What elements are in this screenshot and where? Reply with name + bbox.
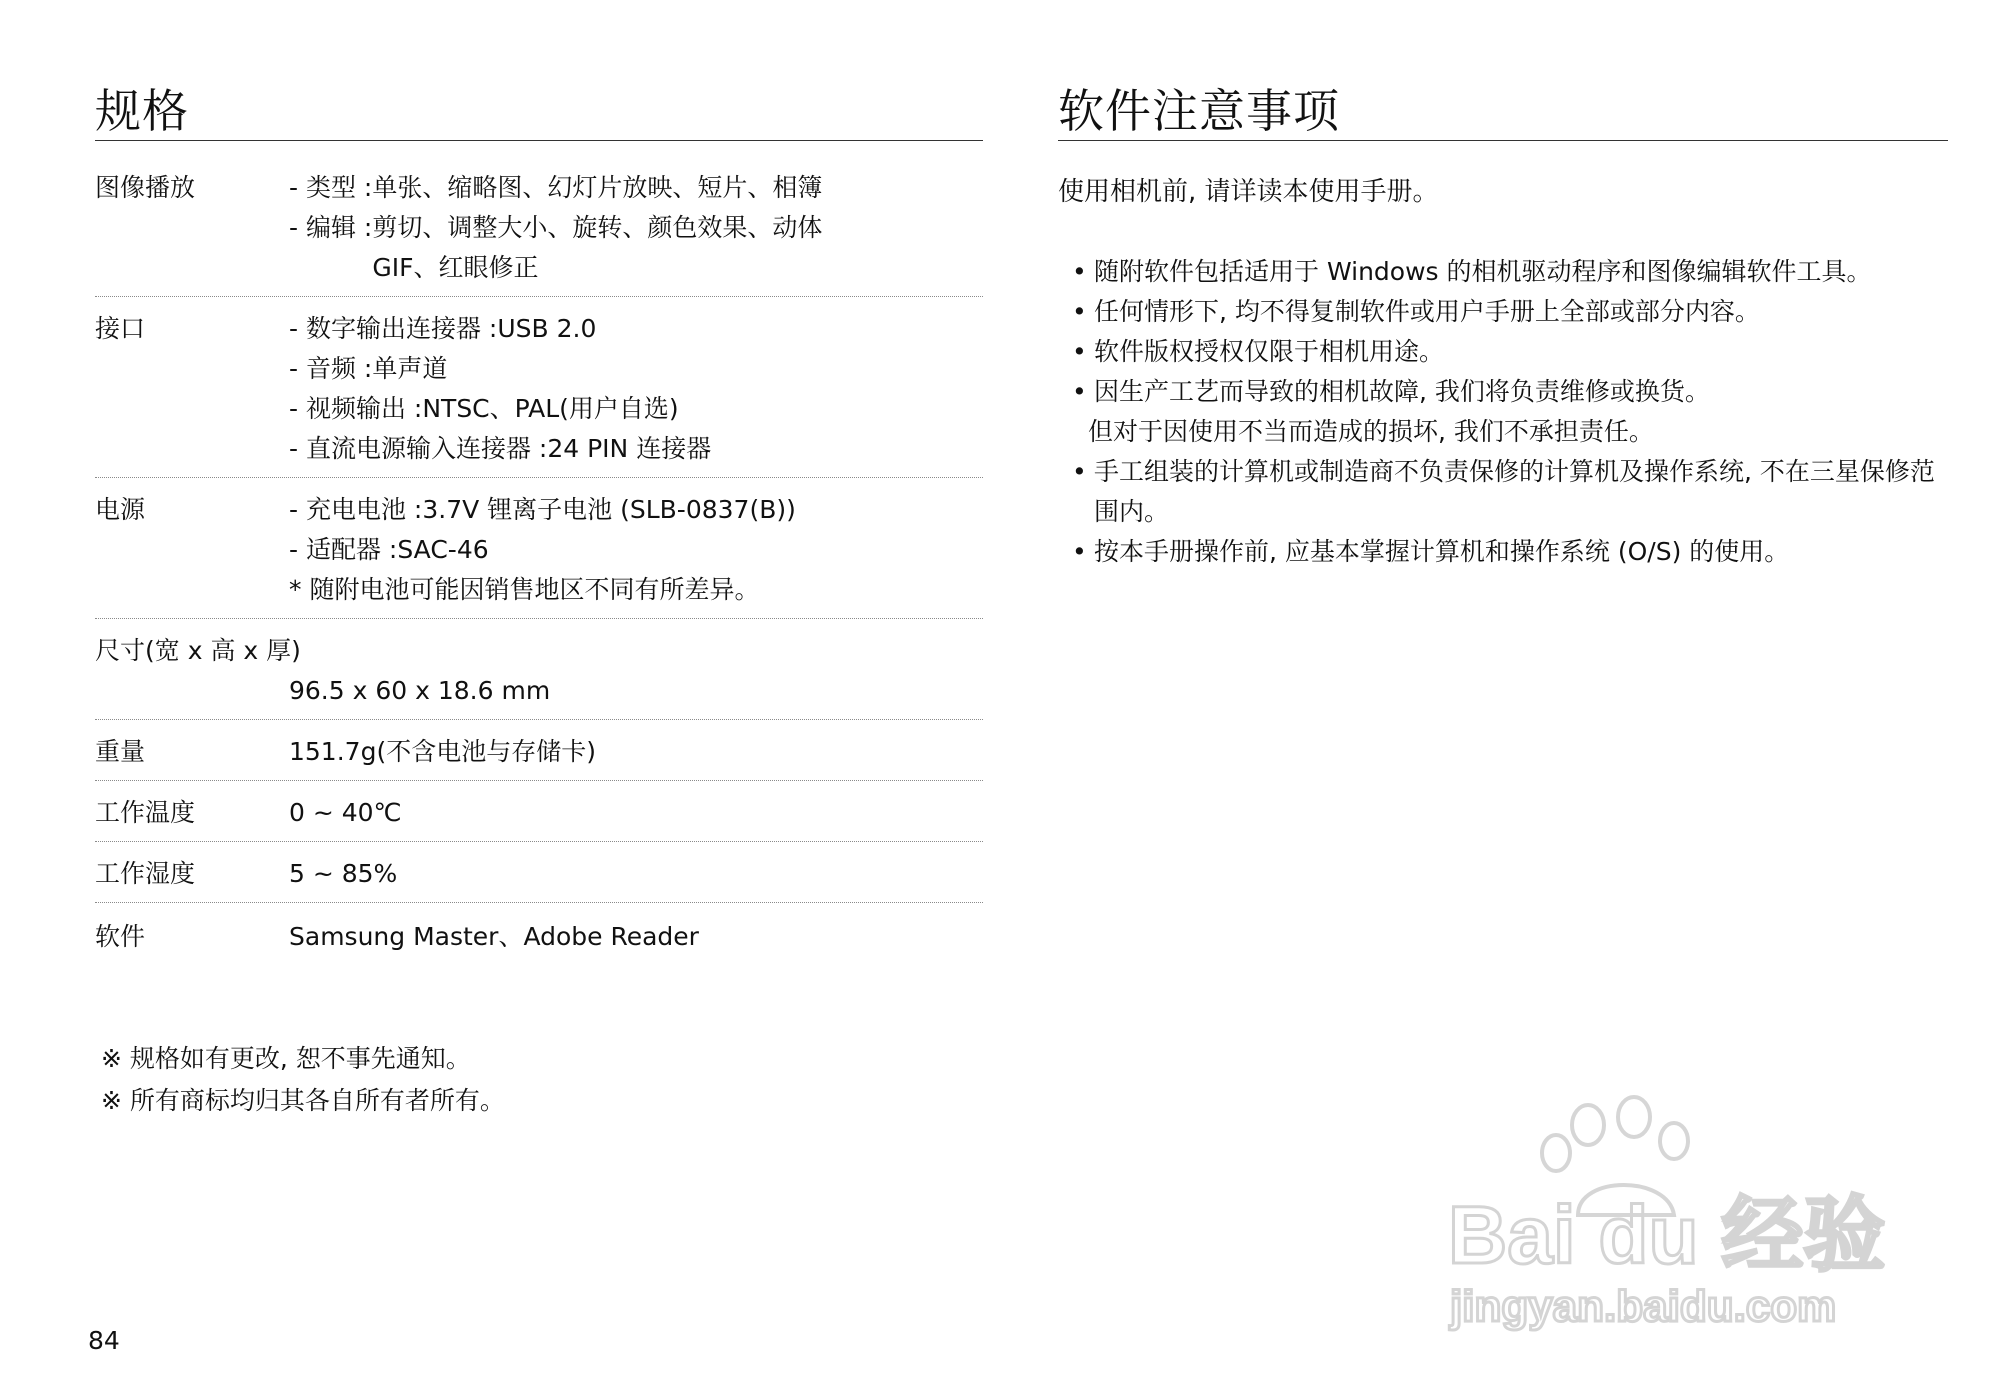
list-item: • 随附软件包括适用于 Windows 的相机驱动程序和图像编辑软件工具。 — [1072, 252, 1952, 292]
title-divider — [95, 140, 983, 141]
intro-text: 使用相机前, 请详读本使用手册。 — [1058, 177, 1439, 207]
spec-line: - 充电电池 : 3.7V 锂离子电池 (SLB-0837(B)) — [289, 495, 796, 524]
spec-row-humidity — [95, 842, 983, 903]
bullet-icon: • — [1072, 297, 1087, 326]
spec-label: 图像播放 — [95, 173, 196, 202]
footnote: ※ 所有商标均归其各自所有者所有。 — [101, 1086, 505, 1115]
spec-value: 0 ~ 40℃ — [289, 798, 402, 827]
software-notes-title: 软件注意事项 — [1058, 84, 1340, 138]
list-item: • 任何情形下, 均不得复制软件或用户手册上全部或部分内容。 — [1072, 292, 1952, 332]
spec-line: - 数字输出连接器 : USB 2.0 — [289, 314, 597, 343]
spec-label: 重量 — [95, 737, 146, 766]
footnotes — [101, 1038, 505, 1122]
spec-label: 电源 — [95, 495, 146, 524]
bullet-icon: • — [1072, 337, 1087, 366]
spec-line: - 直流电源输入连接器 : 24 PIN 连接器 — [289, 434, 712, 463]
spec-label: 尺寸(宽 x 高 x 厚) — [95, 636, 301, 665]
spec-line: - 适配器 : SAC-46 — [289, 535, 489, 564]
spec-values — [289, 309, 983, 469]
spec-label: 工作温度 — [95, 798, 196, 827]
spec-row-dimensions — [95, 619, 983, 720]
title-divider — [1058, 140, 1948, 141]
notes-list — [1072, 252, 1952, 572]
bullet-icon: • — [1072, 377, 1087, 406]
spec-row-temperature — [95, 781, 983, 842]
list-item: • 按本手册操作前, 应基本掌握计算机和操作系统 (O/S) 的使用。 — [1072, 532, 1952, 572]
spec-row-weight — [95, 720, 983, 781]
spec-label: 工作湿度 — [95, 859, 196, 888]
spec-row-interface — [95, 297, 983, 478]
spec-line: - 视频输出 : NTSC、PAL(用户自选) — [289, 394, 679, 423]
list-item: • 因生产工艺而导致的相机故障, 我们将负责维修或换货。 但对于因使用不当而造成的损坏, 我们不承担责任。 — [1072, 372, 1952, 452]
spec-label: 软件 — [95, 922, 146, 951]
list-item: • 软件版权授权仅限于相机用途。 — [1072, 332, 1952, 372]
spec-values — [289, 490, 983, 610]
bullet-icon: • — [1072, 537, 1087, 566]
spec-values — [289, 168, 983, 288]
spec-value: 96.5 x 60 x 18.6 mm — [289, 676, 551, 705]
spec-table — [95, 168, 983, 957]
spec-row-software — [95, 903, 983, 957]
baidu-jingyan-watermark — [1438, 1095, 1908, 1335]
page-number: 84 — [88, 1326, 120, 1355]
watermark-brand: Bai du 经验 — [1448, 1190, 1886, 1281]
spec-line: - 类型 : 单张、缩略图、幻灯片放映、短片、相簿 — [289, 173, 823, 202]
bullet-icon: • — [1072, 257, 1087, 286]
spec-value: 5 ~ 85% — [289, 859, 398, 888]
spec-line: - 编辑 : 剪切、调整大小、旋转、颜色效果、动体 GIF、红眼修正 — [289, 213, 823, 282]
footnote: ※ 规格如有更改, 恕不事先通知。 — [101, 1044, 471, 1073]
bullet-icon: • — [1072, 457, 1087, 486]
spec-value: Samsung Master、Adobe Reader — [289, 922, 699, 951]
watermark-url: jingyan.baidu.com — [1450, 1282, 1837, 1331]
spec-row-playback — [95, 168, 983, 297]
specifications-title: 规格 — [95, 84, 189, 138]
spec-row-power — [95, 478, 983, 619]
spec-line: - 音频 : 单声道 — [289, 354, 448, 383]
spec-label: 接口 — [95, 314, 146, 343]
list-item: • 手工组装的计算机或制造商不负责保修的计算机及操作系统, 不在三星保修范围内。 — [1072, 452, 1952, 532]
spec-value: 151.7g(不含电池与存储卡) — [289, 737, 596, 766]
spec-note: * 随附电池可能因销售地区不同有所差异。 — [289, 575, 760, 604]
